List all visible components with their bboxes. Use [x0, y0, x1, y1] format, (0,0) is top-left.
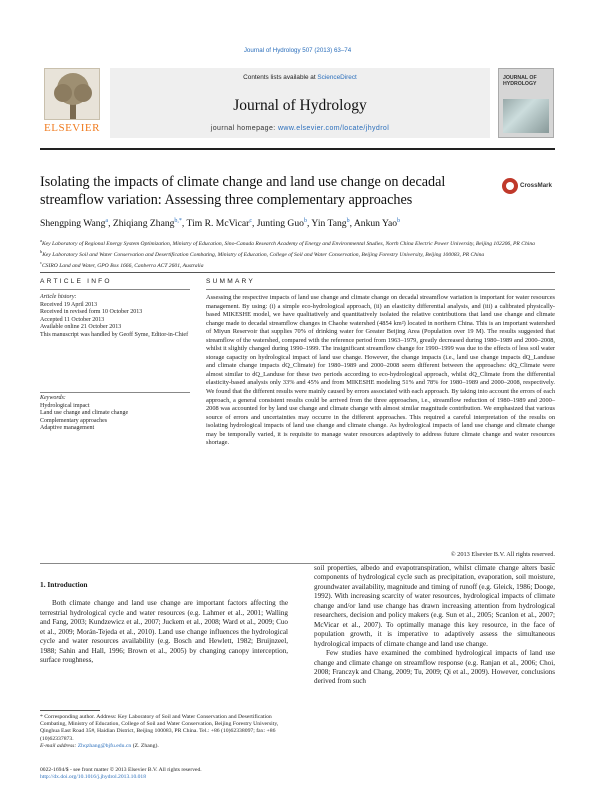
author: Ankun Yao$^b$	[353, 218, 401, 230]
author: Junting Guo$^b$,	[256, 218, 312, 230]
author: Shengping Wang$^a$,	[40, 218, 113, 230]
affiliations-divider	[40, 272, 555, 273]
summary-rule	[206, 289, 555, 290]
doi-link[interactable]: http://dx.doi.org/10.1016/j.jhydrol.2013.10.018	[40, 774, 147, 781]
journal-homepage	[110, 125, 490, 132]
publisher-name: ELSEVIER	[44, 122, 100, 134]
homepage-prefix: journal homepage:	[210, 125, 278, 132]
crossmark-badge[interactable]	[502, 178, 552, 198]
article-info-rule	[40, 289, 190, 290]
intro-column-1	[40, 580, 288, 666]
author-list	[40, 218, 555, 229]
email-link[interactable]: Zhqzhang@bjfu.edu.cn	[77, 742, 132, 749]
author: Zhiqiang Zhang$^{b,*}$,	[112, 218, 187, 230]
paragraph: Few studies have examined the combined hydrological impacts of land use change and climate change on streamflow response (e.g. Ranjan et al., 2006; Choi, 2008; Franczyk and Chang, 2009; Tu, 2009; Qi et al., 2009). However, conclusions derived from such	[314, 649, 555, 686]
paragraph: Both climate change and land use change are important factors affecting the terrestrial hydrological cycle and water resources (e.g. Lahmer et al., 2001; Walling and Fang, 2003; Kundzewicz et al., 2007; Juckem et al., 2008; Ward et al., 2009; Cuo et al., 2009; Morán-Tejeda et al., 2010). Land use change influences the hydrological cycle and water resources availability (e.g. Bosch and Hewlett, 1982; Bruijnzeel, 1988; Sahin and Hall, 1996; Brown et al., 2005) by changing canopy interception, surface roughness,	[40, 599, 288, 665]
issn-line: 0022-1694/$ - see front matter © 2013 Elsevier B.V. All rights reserved.	[40, 767, 202, 773]
journal-cover-image	[498, 68, 554, 138]
journal-banner	[110, 68, 490, 138]
email-line: E-mail address: Zhqzhang@bjfu.edu.cn (Z. Zhang).	[40, 742, 159, 749]
history-item: This manuscript was handled by Geoff Syme, Editor-in-Chief	[40, 331, 189, 338]
cover-picture	[503, 99, 549, 133]
keyword: Complementary approaches	[40, 417, 108, 424]
keywords	[40, 395, 190, 433]
article-history	[40, 294, 190, 340]
copyright: © 2013 Elsevier B.V. All rights reserved.	[450, 551, 555, 558]
article-info-heading: ARTICLE INFO	[40, 278, 112, 285]
contents-line	[110, 68, 490, 81]
footnote	[40, 714, 288, 750]
affiliations	[40, 237, 555, 270]
keyword: Land use change and climate change	[40, 410, 129, 417]
keyword: Adaptive management	[40, 425, 95, 432]
crossmark-icon	[502, 178, 518, 194]
elsevier-tree-icon	[44, 68, 100, 120]
paragraph: soil properties, albedo and evapotranspiration, whilst climate change alters basic components of hydrological cycle such as precipitation, evaporation, soil moisture, groundwater availability, magnitude and timing of runoff (e.g. Gleick, 1986; Dooge, 1992). With increasing scarcity of water resources, hydrological impacts of climate change and/or land use change has drawn increasing attention from hydrological researchers, decision and policy makers (e.g. Sun et al., 2005; Scanlon et al., 2007; McVicar et al., 2007). To optimally manage this key resource, in the face of population growth, it is imperative to adaptively assess the simultaneous hydrological impacts of climate change and land use change.	[314, 564, 555, 648]
author: Yin Tang$^b$,	[311, 218, 354, 230]
article-title: Isolating the impacts of climate change and land use change on decadal streamflow variation: Assessing three complementary approaches	[40, 174, 446, 208]
cover-title: JOURNAL OF HYDROLOGY	[503, 75, 537, 87]
front-matter	[40, 767, 340, 782]
keyword: Hydrological impact	[40, 402, 90, 409]
journal-title: Journal of Hydrology	[233, 97, 367, 114]
affiliation: $^c$CSIRO Land and Water, GPO Box 1666, Canberra ACT 2601, Australia	[40, 260, 204, 269]
affiliation: $^a$Key Laboratory of Regional Energy System Optimization, Ministry of Education, Sino-Canada Research Academy of Energy and Environmental Studies, North China Electric Power University, Beijing 102206, PR China	[40, 238, 535, 247]
history-item: Accepted 11 October 2013	[40, 316, 105, 323]
author: Tim R. McVicar$^c$,	[186, 218, 257, 230]
journal-header	[40, 60, 555, 140]
history-item: Received in revised form 10 October 2013	[40, 309, 143, 316]
journal-reference[interactable]: Journal of Hydrology 507 (2013) 63–74	[243, 47, 352, 54]
footnote-rule	[40, 710, 100, 711]
history-label: Article history:	[40, 294, 77, 300]
affiliation: $^b$Key Laboratory Soil and Water Conservation and Desertification Combating, Ministry of Education, College of Soil and Water Conservation, Beijing Forestry University, Beijing 100083, PR China	[40, 249, 485, 258]
crossmark-label: CrossMark	[520, 182, 552, 189]
homepage-link[interactable]: www.elsevier.com/locate/jhydrol	[277, 125, 390, 132]
history-item: Available online 21 October 2013	[40, 324, 122, 331]
section-heading: 1. Introduction	[40, 580, 88, 589]
corresponding-author-note: * Corresponding author. Address: Key Laboratory of Soil and Water Conservation and Desertification Combating, Ministry of Education, College of Soil and Water Conservation, Beijing Forestry University, Qinghua East Road 35#, Haidian District, Beijing 100083, PR China. Tel.: +86 (10)62338097; fax: +86 (10)62337873.	[40, 714, 279, 742]
header-divider	[40, 148, 555, 150]
sciencedirect-link[interactable]: ScienceDirect	[317, 74, 357, 81]
keywords-divider	[40, 392, 190, 393]
contents-prefix: Contents lists available at	[243, 74, 318, 81]
keywords-label: Keywords:	[40, 395, 66, 401]
summary-text: Assessing the respective impacts of land use change and climate change on decadal streamflow variation is important for water resources management. By using: (i) a simple eco-hydrological approach, (ii) an elasticity differential analysis, and (iii) a calibrated physically-based MIKESHE model, we have qualitatively and quantitatively isolated the relative contributions that land use change and climate change made to decadal streamflow changes in Chaohe watershed (4854 km²) located in northern China. This is an important watershed of Miyun Reservoir that supplies 70% of drinking water for Greater Beijing Area (Population over 19 M). The results suggested that streamflow of the watershed, compared with the reference period from 1963–1979, greatly decreased during 1980–1989 and 2000–2008, whilst it slightly changed during 1990–1999. The insignificant streamflow change for 1990–1999 was due to the effects of less soil water storage capacity on hydrological impact of land use change. However, the change impacts (i.e., land use change impacts dQ_Landuse and climate change impacts dQ_Climate) for 1980–1989 and 2000–2008 seem different between the approaches: dQ_Climate were almost similar to dQ_Landuse for these two periods according to eco-hydrological approach, whilst dQ_Climate from the differential elasticity-based analysis only 33% and 45% and from MIKESHE modeling 51% and 78% for 1980–1989 and 2000–2008, respectively. We found that the different results were mainly caused by errors associated with each approach. By taking into account the errors of each approach, a general consistent results could be arrived from the three approaches, i.e., streamflow reduction of 1980–1989 and 2000–2008 was accounted for by land use change and climate change with almost similar magnitude contribution. We emphasized that various source of errors and uncertainties may occurre in the different approaches. This required a careful interpretation of the results on isolating hydrological impacts of land use change and climate change. As hydrological impacts of land use change and climate change may be temporally varied, it is requisite to manage water resources adaptively to address future climate change and water resources shortage.	[206, 294, 555, 447]
intro-column-2	[314, 564, 555, 687]
elsevier-logo	[40, 68, 104, 138]
summary-heading: SUMMARY	[206, 278, 255, 285]
history-item: Received 19 April 2013	[40, 301, 98, 308]
